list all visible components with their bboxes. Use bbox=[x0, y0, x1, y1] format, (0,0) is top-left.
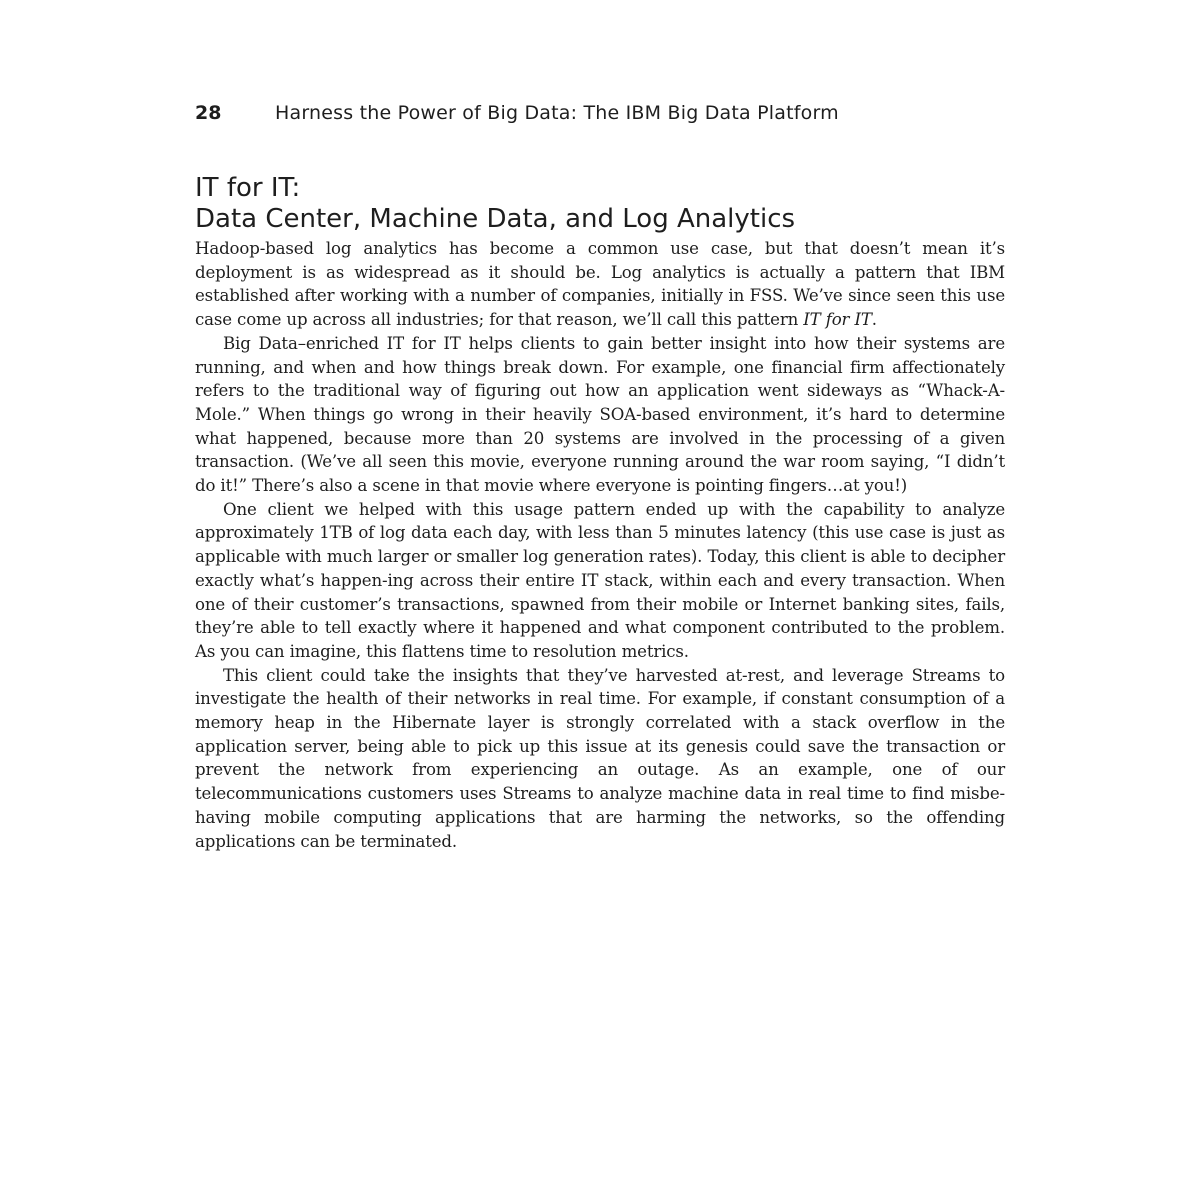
paragraph-4: This client could take the insights that they’ve harvested at-rest, and leverage Streams to investigate the health of their networks in real time. For example, if constant consumption of a memory heap in the Hibernate layer is strongly correlated with a stack overflow in the application server, being able to pick up this issue at its genesis could save the transaction or prevent the network from experiencing an outage. As an example, one of our telecommunications customers uses Streams to analyze machine data in real time to find misbe-having mobile computing applications that are harming the networks, so the offending applications can be terminated. bbox=[195, 665, 1005, 851]
section-heading-line1: IT for IT: bbox=[195, 173, 301, 203]
paragraph-2: Big Data–enriched IT for IT helps clients to gain better insight into how their systems are running, and when and how things break down. For example, one financial firm affectionately refers to the traditional way of figuring out how an application went sideways as “Whack-A-Mole.” When things go wrong in their heavily SOA-based environment, it’s hard to determine what happened, because more than 20 systems are involved in the processing of a given transaction. (We’ve all seen this movie, everyone running around the war room saying, “I didn’t do it!” There’s also a scene in that movie where everyone is pointing fingers…at you!) bbox=[195, 333, 1005, 496]
body-text bbox=[195, 237, 1005, 853]
page-number: 28 bbox=[195, 102, 222, 124]
paragraph-1-text: Hadoop-based log analytics has become a common use case, but that doesn’t mean it’s deployment is as widespread as it should be. Log analytics is actually a pattern that IBM established after working with a number of companies, initially in FSS. We’ve since seen this use case come up across all industries; for that reason, we’ll call this pattern bbox=[195, 239, 1005, 330]
section-heading-line2: Data Center, Machine Data, and Log Analytics bbox=[195, 204, 796, 234]
paragraph-1-end: . bbox=[871, 310, 877, 330]
paragraph-3: One client we helped with this usage pattern ended up with the capability to analyze approximately 1TB of log data each day, with less than 5 minutes latency (this use case is just as applicable with much larger or smaller log generation rates). Today, this client is able to decipher exactly what’s happen-ing across their entire IT stack, within each and every transaction. When one of their customer’s transactions, spawned from their mobile or Internet banking sites, fails, they’re able to tell exactly where it happened and what component contributed to the problem. As you can imagine, this flattens time to resolution metrics. bbox=[195, 499, 1005, 661]
book-title: Harness the Power of Big Data: The IBM Big Data Platform bbox=[275, 102, 839, 124]
paragraph-1-emphasis: IT for IT bbox=[803, 310, 872, 330]
paragraph-1 bbox=[195, 237, 1005, 332]
running-header bbox=[195, 99, 1005, 127]
section-heading bbox=[195, 173, 1015, 235]
